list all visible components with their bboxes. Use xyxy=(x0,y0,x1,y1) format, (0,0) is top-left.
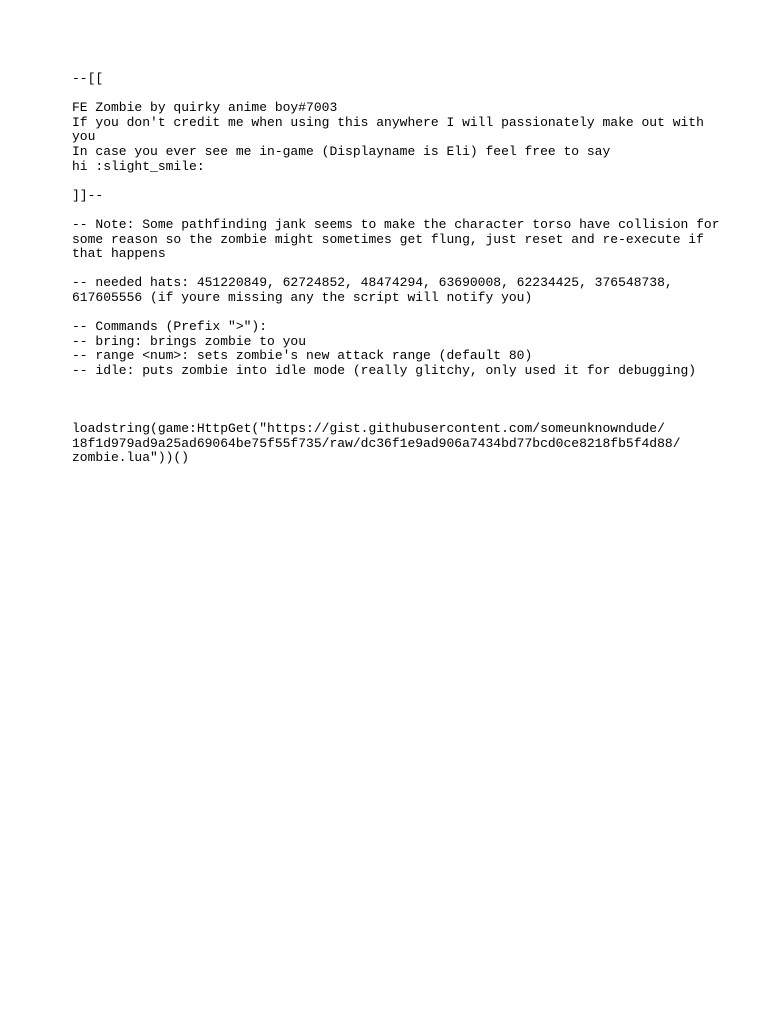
note-line: some reason so the zombie might sometimes get flung, just reset and re-execute if xyxy=(72,231,704,247)
hats-block xyxy=(72,276,702,305)
document-page xyxy=(72,71,720,466)
note-block xyxy=(72,216,720,262)
credits-line: If you don't credit me when using this anywhere I will passionately make out with xyxy=(72,114,704,130)
note-line: -- Note: Some pathfinding jank seems to make the character torso have collision for xyxy=(72,216,720,232)
credits-line: you xyxy=(72,129,96,145)
credits-line: hi :slight_smile: xyxy=(72,158,205,174)
loadstring-block xyxy=(72,422,702,466)
commands-line: -- range <num>: sets zombie's new attack range (default 80) xyxy=(72,348,533,364)
loadstring-line: zombie.lua"))() xyxy=(72,450,190,466)
hats-line: -- needed hats: 451220849, 62724852, 48474294, 63690008, 62234425, 376548738, xyxy=(72,275,673,291)
commands-line: -- bring: brings zombie to you xyxy=(72,333,307,349)
comment-block-close: ]]-- xyxy=(72,187,104,203)
note-line: that happens xyxy=(72,246,166,262)
loadstring-line: 18f1d979ad9a25ad69064be75f55f735/raw/dc36f1e9ad906a7434bd77bcd0ce8218fb5f4d88/ xyxy=(72,435,681,451)
commands-line: -- idle: puts zombie into idle mode (really glitchy, only used it for debugging) xyxy=(72,362,697,378)
loadstring-line: loadstring(game:HttpGet("https://gist.githubusercontent.com/someunknowndude/ xyxy=(72,421,665,437)
commands-block xyxy=(72,320,702,378)
comment-block-open: --[[ xyxy=(72,71,104,86)
credits-line: FE Zombie by quirky anime boy#7003 xyxy=(72,100,338,116)
commands-line: -- Commands (Prefix ">"): xyxy=(72,319,268,335)
credits-line: In case you ever see me in-game (Displayname is Eli) feel free to say xyxy=(72,143,611,159)
hats-line: 617605556 (if youre missing any the script will notify you) xyxy=(72,289,533,305)
credits-block xyxy=(72,101,702,174)
